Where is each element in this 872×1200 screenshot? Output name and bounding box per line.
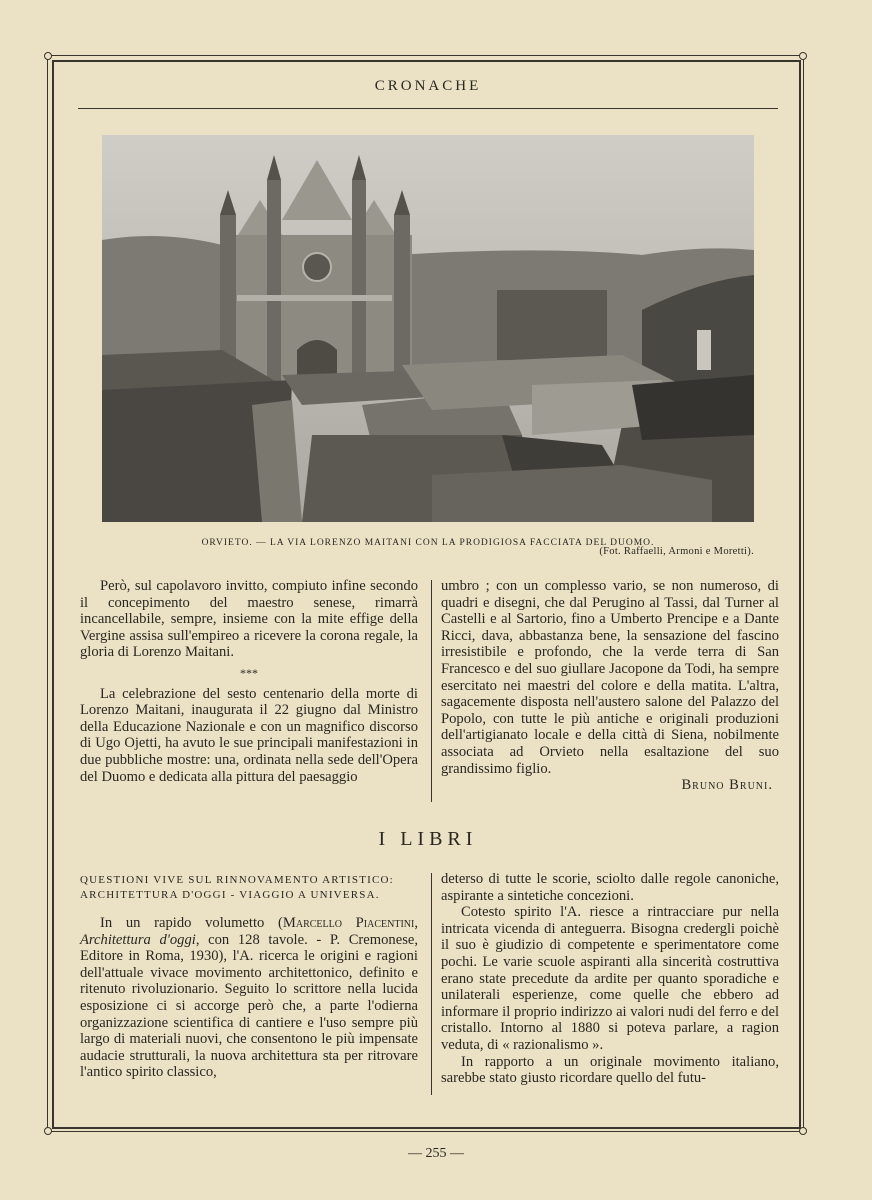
review-paragraph: deterso di tutte le scorie, sciolto dalle regole canoniche, aspirante a sintetiche concezioni. [441, 871, 779, 904]
section-separator: *** [240, 665, 258, 680]
review-paragraph: In rapporto a un originale movimento italiano, sarebbe stato giusto ricordare quello del futu- [441, 1053, 779, 1087]
article-left-column [80, 578, 418, 785]
article-paragraph: La celebrazione del sesto centenario della morte di Lorenzo Maitani, inaugurata il 22 giugno dal Ministro della Educazione Nazionale e con un magnifico discorso di Ugo Ojetti, ha avuto le sue principali manifestazioni in due pubbliche mostre: una, ordinata nella sede dell'Opera del Duomo e dedicata alla pittura del paesaggio [80, 685, 418, 785]
review-paragraph: Cotesto spirito l'A. riesce a rintracciare pur nella intricata vicenda di anteguerra. Bisogna credergli poichè il suo è giudizio di competente e sperimentatore come pochi. Le varie scuole aspiranti alla sincerità costruttiva erano state precedute da ardite per quanto sporadiche e unilaterali esperienze, come quelle che ebbero ad informare il proprio indirizzo ai valori nudi del ferro e del cristallo. Intorno al 1880 si poteva parlare, a ragion veduta, di « razionalismo ». [441, 904, 779, 1053]
text-run: , [414, 915, 418, 931]
article-paragraph: Però, sul capolavoro invitto, compiuto infine secondo il concepimento del maestro senese, rimarrà incancellabile, sempre, insieme con la mite effige della Vergine assisa sull'empireo a ricevere la corona regale, la gloria di Lorenzo Maitani. [80, 578, 418, 661]
author-signature: Bruno Bruni. [681, 777, 773, 794]
corner-ornament [799, 1127, 807, 1135]
corner-ornament [799, 52, 807, 60]
book-title: Architettura d'oggi [80, 931, 196, 948]
author-name: Marcello Piacentini [282, 915, 415, 931]
review-paragraph [80, 915, 418, 1081]
corner-ornament [44, 1127, 52, 1135]
column-divider [431, 873, 432, 1095]
review-subheading: QUESTIONI VIVE SUL RINNOVAMENTO ARTISTICO: ARCHITETTURA D'OGGI - VIAGGIO A UNIVERSA. [80, 874, 394, 901]
orvieto-cathedral-photo [102, 135, 754, 522]
running-header: CRONACHE [374, 78, 482, 94]
figure-caption: ORVIETO. — LA VIA LORENZO MAITANI CON LA PRODIGIOSA FACCIATA DEL DUOMO. [201, 538, 655, 548]
photo-credit: (Fot. Raffaelli, Armoni e Moretti). [599, 546, 754, 557]
article-right-column [441, 578, 779, 794]
books-left-column [80, 873, 418, 1081]
article-paragraph: umbro ; con un complesso vario, se non numeroso, di quadri e disegni, che dal Perugino al Tassi, dal Turner al Castelli e al Sartorio, fino a Umberto Prencipe e a Dante Ricci, dava, abbastanza bene, la sensazione del fascino irresistibile e profondo, che la verde terra di San Francesco e del suo giullare Jacopone da Todi, ha sempre esercitato nei maestri del colore e della matita. L'altra, sagacemente disposta nell'austero salone del Palazzo del Popolo, con tutte le più antiche e originali produzioni dell'artigianato locale e della città di Siena, nobilmente associata ad Orvieto nella esaltazione del suo grandissimo figlio. [441, 578, 779, 777]
section-title: I LIBRI [378, 828, 478, 850]
page-number: — 255 — [408, 1146, 464, 1161]
corner-ornament [44, 52, 52, 60]
column-divider [431, 580, 432, 802]
books-right-column [441, 871, 779, 1087]
header-rule [78, 108, 778, 109]
text-run: In un rapido volumetto ( [100, 915, 283, 931]
text-run: , con 128 tavole. - P. Cremonese, Editore in Roma, 1930), l'A. ricerca le origini e ragioni dell'attuale vivace movimento architettonico, definito e ritenuto rivoluzionario. Seguito lo scrittore nella lucida esposizione ci si accorge però che, a parte l'odierna organizzazione scientifica di cantiere e l'uso sempre più largo di materiali nuovi, che consentono le più impensate audacie strutturali, la nuova architettura sta per ritrovare l'antico spirito classico, [80, 931, 418, 1081]
